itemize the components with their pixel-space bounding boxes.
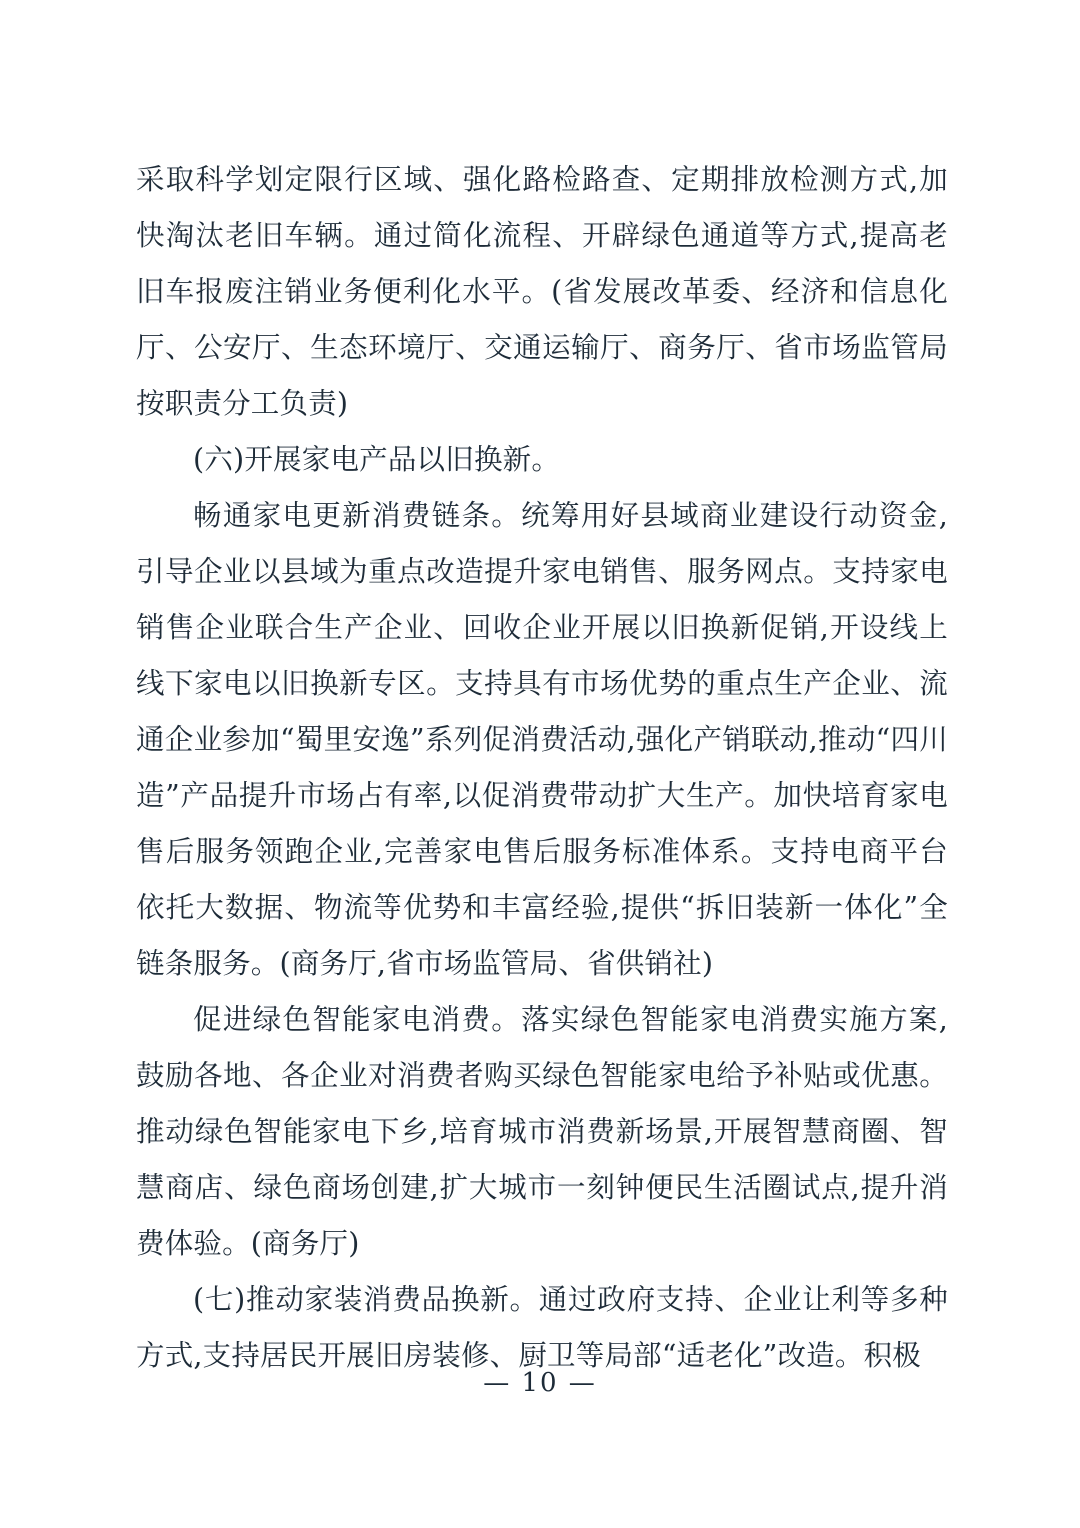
paragraph-vehicle-scrappage: 采取科学划定限行区域、强化路检路查、定期排放检测方式,加快淘汰老旧车辆。通过简化流程、开辟绿色通道等方式,提高老旧车报废注销业务便利化水平。(省发展改革委、经济和信息化厅、公安厅、生态环境厅、交通运输厅、商务厅、省市场监管局按职责分工负责) (136, 163, 948, 420)
page-body (136, 152, 948, 1384)
section-heading-six: (六)开展家电产品以旧换新。 (193, 443, 561, 476)
paragraph-appliance-trade-in-chain: 畅通家电更新消费链条。统筹用好县域商业建设行动资金,引导企业以县域为重点改造提升家电销售、服务网点。支持家电销售企业联合生产企业、回收企业开展以旧换新促销,开设线上线下家电以旧换新专区。支持具有市场优势的重点生产企业、流通企业参加“蜀里安逸”系列促消费活动,强化产销联动,推动“四川造”产品提升市场占有率,以促消费带动扩大生产。加快培育家电售后服务领跑企业,完善家电售后服务标准体系。支持电商平台依托大数据、物流等优势和丰富经验,提供“拆旧装新一体化”全链条服务。(商务厅,省市场监管局、省供销社) (136, 499, 948, 980)
page-number: — 10 — (483, 1368, 597, 1398)
paragraph-green-smart-appliances: 促进绿色智能家电消费。落实绿色智能家电消费实施方案,鼓励各地、各企业对消费者购买绿色智能家电给予补贴或优惠。推动绿色智能家电下乡,培育城市消费新场景,开展智慧商圈、智慧商店、绿色商场创建,扩大城市一刻钟便民生活圈试点,提升消费体验。(商务厅) (136, 1003, 948, 1260)
paragraph-section-seven-home-renovation: (七)推动家装消费品换新。通过政府支持、企业让利等多种方式,支持居民开展旧房装修、厨卫等局部“适老化”改造。积极 (136, 1283, 948, 1372)
